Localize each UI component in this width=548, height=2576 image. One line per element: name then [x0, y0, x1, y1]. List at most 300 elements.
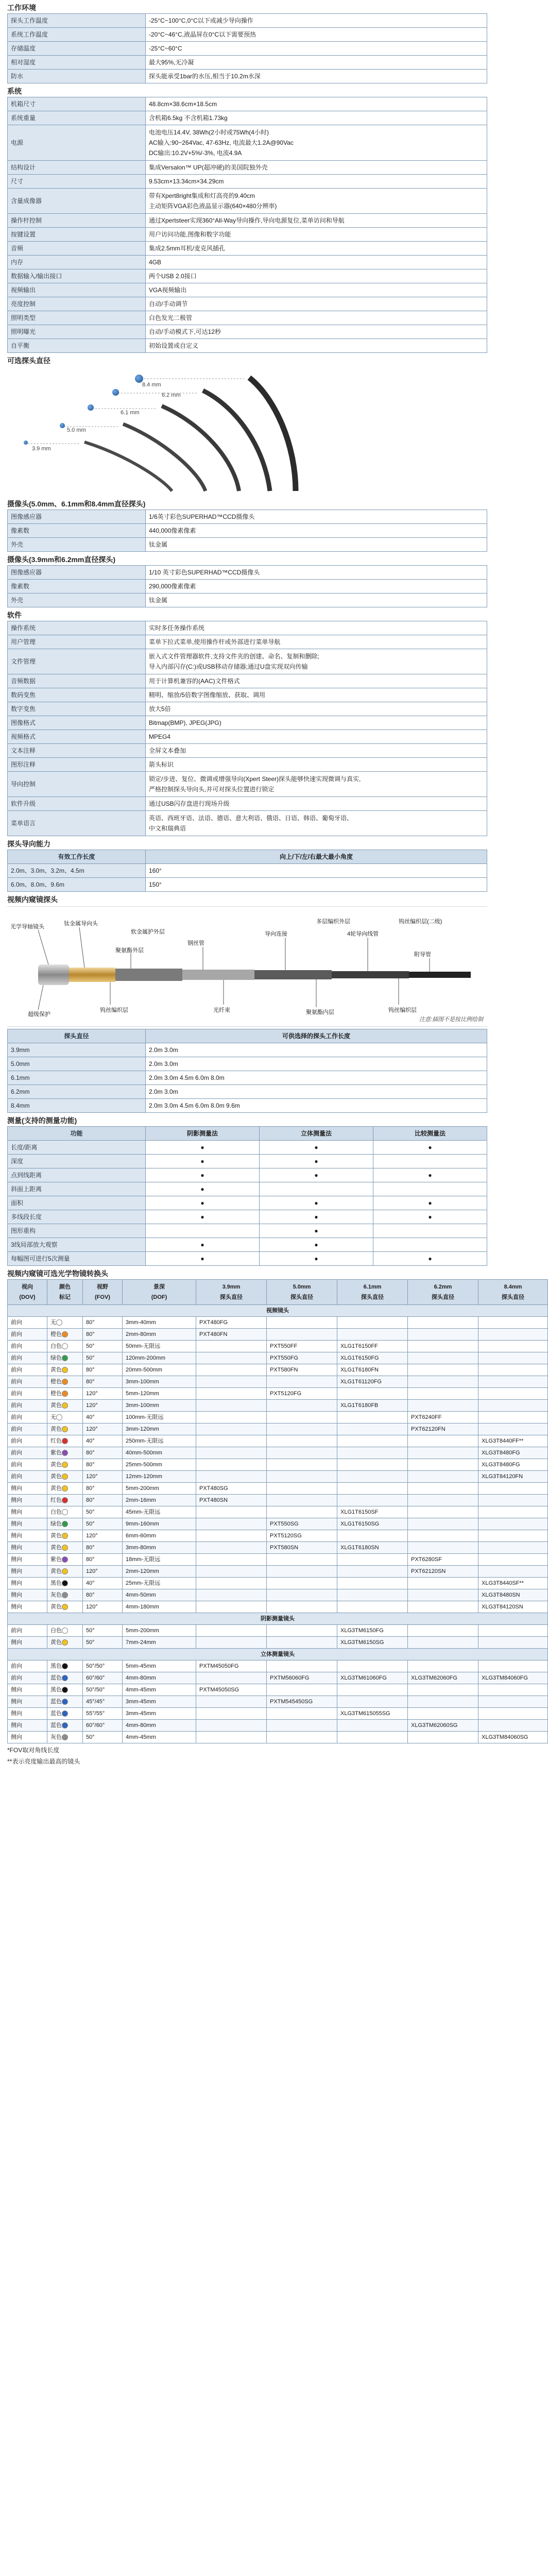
optics-cell: 3mm-40mm	[123, 1317, 196, 1329]
software-key: 图像格式	[8, 716, 146, 730]
optics-cell	[267, 1483, 337, 1495]
optics-cell: 2mm-16mm	[123, 1495, 196, 1506]
optics-cell: 7mm-24mm	[123, 1637, 196, 1649]
optics-cell: 50°	[83, 1637, 123, 1649]
optics-color-label: 灰色	[50, 1592, 62, 1598]
system-key: 照明类型	[8, 311, 146, 325]
optics-cell	[408, 1625, 478, 1637]
measure-header-cell: 功能	[8, 1127, 146, 1141]
measure-cell: 长度/距离	[8, 1141, 146, 1155]
optics-row	[8, 1412, 548, 1423]
optics-cell	[337, 1447, 408, 1459]
optics-cell: PXT480FG	[196, 1317, 267, 1329]
optics-cell: XLG3T8480FG	[478, 1447, 548, 1459]
measure-cell: ●	[373, 1141, 487, 1155]
measure-row	[8, 1238, 487, 1252]
optics-row	[8, 1720, 548, 1732]
optics-cell	[478, 1542, 548, 1554]
optics-row	[8, 1364, 548, 1376]
optics-cell: 侧向	[8, 1684, 47, 1696]
software-key: 音频数据	[8, 674, 146, 688]
system-key: 电源	[8, 125, 146, 161]
lengths-header-cell: 探头直径	[8, 1029, 146, 1043]
optics-row	[8, 1376, 548, 1388]
optics-row	[8, 1506, 548, 1518]
optics-row	[8, 1672, 548, 1684]
articulation-cell: 2.0m、3.0m、3.2m、4.5m	[8, 864, 146, 878]
lengths-cell: 2.0m 3.0m 4.5m 6.0m 8.0m	[146, 1071, 487, 1085]
optics-cell: 120mm-200mm	[123, 1352, 196, 1364]
optics-row	[8, 1708, 548, 1720]
optics-color-label: 灰色	[50, 1734, 62, 1740]
optics-color-cell	[47, 1376, 83, 1388]
software-key: 菜单语言	[8, 811, 146, 836]
optics-cell: 9mm-160mm	[123, 1518, 196, 1530]
software-title: 软件	[7, 611, 22, 619]
optics-cell	[337, 1495, 408, 1506]
software-value: 菜单下拉式菜单,使用操作杆或外部进行菜单导航	[146, 635, 487, 649]
optics-cell: XLG1T6150SG	[337, 1518, 408, 1530]
optics-cell: 60°/60°	[83, 1672, 123, 1684]
optics-cell	[408, 1696, 478, 1708]
optics-color-label: 黄色	[50, 1462, 62, 1468]
optics-row	[8, 1542, 548, 1554]
scope-fig-note: 注意:插图不是按比例绘制	[419, 1016, 483, 1023]
measure-cell: 深度	[8, 1155, 146, 1168]
measure-cell: ●	[260, 1155, 373, 1168]
system-row	[8, 297, 487, 311]
env-title: 工作环境	[7, 4, 36, 12]
system-value: 自动/手动调节	[146, 297, 487, 311]
optics-color-label: 橙色	[50, 1391, 62, 1397]
lengths-cell: 8.4mm	[8, 1099, 146, 1113]
env-row	[8, 70, 487, 83]
optics-cell	[267, 1506, 337, 1518]
optics-color-label: 黄色	[50, 1367, 62, 1373]
optics-cell	[408, 1388, 478, 1400]
optics-cell	[408, 1317, 478, 1329]
system-value: 通过Xpertsteer实现360°All-Way导向操作,导向电源复位,菜单访问和导航	[146, 214, 487, 228]
measure-cell: ●	[373, 1196, 487, 1210]
optics-cell	[408, 1660, 478, 1672]
system-row	[8, 161, 487, 175]
optics-color-label: 无	[50, 1319, 56, 1326]
scope-label-5: 钢丝管	[187, 940, 204, 946]
optics-cell	[337, 1578, 408, 1589]
optics-cell	[408, 1435, 478, 1447]
optics-cell: 120°	[83, 1566, 123, 1578]
measure-cell: 多线段长度	[8, 1210, 146, 1224]
articulation-cell: 160°	[146, 864, 487, 878]
optics-cell	[337, 1566, 408, 1578]
lengths-cell: 6.1mm	[8, 1071, 146, 1085]
tip-3-9	[24, 440, 28, 445]
software-row	[8, 758, 487, 772]
optics-cell: PXT550FF	[267, 1341, 337, 1352]
optics-color-label: 蓝色	[50, 1675, 62, 1681]
optics-section-row	[8, 1305, 548, 1317]
optics-color-label: 黄色	[50, 1545, 62, 1551]
system-row	[8, 325, 487, 339]
optics-color-cell	[47, 1566, 83, 1578]
optics-cell: 40°	[83, 1578, 123, 1589]
optics-row	[8, 1435, 548, 1447]
measure-cell: ●	[146, 1168, 260, 1182]
software-value: 箭头标识	[146, 758, 487, 772]
optics-cell: PXT480FN	[196, 1329, 267, 1341]
optics-cell	[267, 1400, 337, 1412]
software-value: 用于计算机兼容的(AAC)文件格式	[146, 674, 487, 688]
optics-cell: 侧向	[8, 1530, 47, 1542]
optics-row	[8, 1530, 548, 1542]
optics-cell: 5mm-200mm	[123, 1625, 196, 1637]
system-row	[8, 189, 487, 214]
probe-cable-4	[123, 424, 206, 491]
optics-cell	[337, 1589, 408, 1601]
measure-row	[8, 1196, 487, 1210]
optics-cell	[267, 1732, 337, 1743]
optics-color-label: 蓝色	[50, 1710, 62, 1717]
measure-row	[8, 1155, 487, 1168]
lengths-cell: 2.0m 3.0m	[146, 1085, 487, 1099]
optics-cell: 4mm-45mm	[123, 1684, 196, 1696]
optics-cell	[196, 1518, 267, 1530]
optics-cell: 80°	[83, 1317, 123, 1329]
optics-cell: 侧向	[8, 1732, 47, 1743]
color-marker-icon	[62, 1639, 68, 1646]
optics-cell	[267, 1684, 337, 1696]
software-row	[8, 702, 487, 716]
software-row	[8, 621, 487, 635]
optics-header-cell: 视野 (FOV)	[83, 1280, 123, 1305]
optics-color-label: 黄色	[50, 1473, 62, 1480]
measure-cell: ●	[373, 1168, 487, 1182]
optics-cell	[337, 1720, 408, 1732]
optics-header-cell: 5.0mm 探头直径	[267, 1280, 337, 1305]
optics-cell: PXT480SN	[196, 1495, 267, 1506]
optics-cell	[408, 1708, 478, 1720]
cam-a-key: 外壳	[8, 538, 146, 552]
lengths-cell: 2.0m 3.0m	[146, 1043, 487, 1057]
optics-row	[8, 1495, 548, 1506]
system-row	[8, 269, 487, 283]
scope-label-2: 超级保护	[28, 1011, 50, 1018]
lengths-cell: 2.0m 3.0m	[146, 1057, 487, 1071]
optics-cell: 4mm-50mm	[123, 1589, 196, 1601]
optics-cell: 前向	[8, 1423, 47, 1435]
system-key: 按键设置	[8, 228, 146, 242]
optics-cell	[408, 1400, 478, 1412]
optics-cell: 40°	[83, 1412, 123, 1423]
software-key: 软件升级	[8, 797, 146, 811]
optics-cell: 50°	[83, 1341, 123, 1352]
optics-color-cell	[47, 1506, 83, 1518]
optics-row	[8, 1352, 548, 1364]
optics-cell	[337, 1696, 408, 1708]
software-value: Bitmap(BMP), JPEG(JPG)	[146, 716, 487, 730]
optics-section-row	[8, 1649, 548, 1660]
optics-color-cell	[47, 1601, 83, 1613]
optics-cell: 前向	[8, 1625, 47, 1637]
optics-cell: 3mm-45mm	[123, 1696, 196, 1708]
optics-cell: 前向	[8, 1364, 47, 1376]
optics-cell	[196, 1708, 267, 1720]
optics-cell: XLG3T8440SF**	[478, 1578, 548, 1589]
optics-row	[8, 1601, 548, 1613]
optics-cell	[408, 1589, 478, 1601]
optics-cell: 4mm-80mm	[123, 1672, 196, 1684]
measure-cell	[373, 1155, 487, 1168]
optics-color-label: 蓝色	[50, 1699, 62, 1705]
label-6-2: 6.2 mm	[162, 392, 181, 398]
env-key: 探头工作温度	[8, 14, 146, 28]
optics-row	[8, 1400, 548, 1412]
optics-cell	[337, 1554, 408, 1566]
software-key: 文件管理	[8, 649, 146, 674]
optics-cell: 80°	[83, 1589, 123, 1601]
system-key: 内存	[8, 256, 146, 269]
optics-cell: 120°	[83, 1400, 123, 1412]
optics-cell	[196, 1459, 267, 1471]
optics-cell: PXT550SG	[267, 1518, 337, 1530]
measure-cell	[373, 1224, 487, 1238]
optics-row	[8, 1589, 548, 1601]
cam-a-value: 440,000像素像素	[146, 524, 487, 538]
optics-cell: PXTM45050SG	[196, 1684, 267, 1696]
optics-cell: 侧向	[8, 1720, 47, 1732]
software-value: 实时多任务操作系统	[146, 621, 487, 635]
env-key: 存储温度	[8, 42, 146, 56]
footnote-1: *FOV取对角线长度	[7, 1747, 60, 1754]
cam-b-row	[8, 594, 487, 607]
software-value: 锁定/步进、复位、微调或增强导向(Xpert Steer)探头能够快速实现微调与真实, 严格控制探头导向头,并可对探头位置进行锁定	[146, 772, 487, 797]
optics-color-label: 黄色	[50, 1639, 62, 1646]
scope-label-8: 导向连接	[265, 931, 287, 937]
software-row	[8, 649, 487, 674]
system-value: 两个USB 2.0接口	[146, 269, 487, 283]
scope-label-3: 聚氨酯外层	[115, 947, 144, 954]
system-value: 用户访问功能,图像和数字功能	[146, 228, 487, 242]
system-row	[8, 339, 487, 353]
optics-cell: 40mm-500mm	[123, 1447, 196, 1459]
optics-color-cell	[47, 1672, 83, 1684]
optics-cell	[267, 1423, 337, 1435]
optics-cell	[267, 1637, 337, 1649]
env-key: 防水	[8, 70, 146, 83]
software-row	[8, 797, 487, 811]
optics-cell: 前向	[8, 1400, 47, 1412]
optics-row	[8, 1483, 548, 1495]
system-key: 系统重量	[8, 111, 146, 125]
optics-cell: 50mm-无限远	[123, 1341, 196, 1352]
tip-6-1	[88, 404, 94, 411]
scope-label-13: 钨丝编织层(二级)	[399, 919, 442, 925]
optics-cell: 120°	[83, 1471, 123, 1483]
measure-row	[8, 1252, 487, 1266]
system-key: 亮度控制	[8, 297, 146, 311]
optics-cell	[478, 1412, 548, 1423]
cam-b-row	[8, 566, 487, 580]
scope-label-7: 软金属护外层	[131, 929, 165, 935]
optics-color-label: 蓝色	[50, 1722, 62, 1728]
optics-row	[8, 1471, 548, 1483]
lengths-header-row	[8, 1029, 487, 1043]
cam-b-value: 290,000像素像素	[146, 580, 487, 594]
optics-cell	[196, 1601, 267, 1613]
optics-color-cell	[47, 1341, 83, 1352]
optics-cell: PXT550FG	[267, 1352, 337, 1364]
optics-cell: 120°	[83, 1530, 123, 1542]
scope-label-0: 光学导轴镜头	[10, 924, 44, 930]
optics-cell: 45°/45°	[83, 1696, 123, 1708]
optics-color-cell	[47, 1542, 83, 1554]
optics-cell	[478, 1696, 548, 1708]
optics-header-cell: 6.1mm 探头直径	[337, 1280, 408, 1305]
optics-cell	[478, 1637, 548, 1649]
optics-cell: 120°	[83, 1423, 123, 1435]
optics-cell	[408, 1578, 478, 1589]
optics-cell	[267, 1412, 337, 1423]
optics-cell: 3mm-45mm	[123, 1708, 196, 1720]
scope-probe-figure	[7, 906, 487, 1027]
env-row	[8, 56, 487, 70]
optics-color-cell	[47, 1660, 83, 1672]
optics-cell: PXT5120FG	[267, 1388, 337, 1400]
system-row	[8, 242, 487, 256]
optics-cell	[337, 1530, 408, 1542]
optics-cell: 80°	[83, 1542, 123, 1554]
optics-cell	[408, 1495, 478, 1506]
color-marker-icon	[56, 1319, 62, 1326]
optics-row	[8, 1329, 548, 1341]
scope-label-11: 钨丝编织层	[388, 1007, 417, 1013]
optics-cell: 40°	[83, 1435, 123, 1447]
color-marker-icon	[62, 1379, 68, 1385]
lengths-row	[8, 1085, 487, 1099]
optics-header-cell: 视向 (DOV)	[8, 1280, 47, 1305]
optics-cell: 前向	[8, 1388, 47, 1400]
optics-cell: 侧向	[8, 1696, 47, 1708]
optics-cell	[196, 1720, 267, 1732]
optics-color-cell	[47, 1625, 83, 1637]
optics-cell: 前向	[8, 1376, 47, 1388]
optics-color-label: 白色	[50, 1628, 62, 1634]
cam-b-title: 摄像头(3.9mm和6.2mm直径探头)	[7, 555, 116, 564]
probe-cable-1	[249, 378, 296, 491]
optics-row	[8, 1423, 548, 1435]
lengths-row	[8, 1043, 487, 1057]
scope-label-1: 钛金属导向头	[64, 921, 98, 927]
optics-cell	[196, 1423, 267, 1435]
optics-cell: XLG1T6180SN	[337, 1542, 408, 1554]
optics-cell: 80°	[83, 1459, 123, 1471]
lengths-cell: 3.9mm	[8, 1043, 146, 1057]
optics-cell	[408, 1329, 478, 1341]
optics-cell: 80°	[83, 1495, 123, 1506]
optics-color-label: 绿色	[50, 1355, 62, 1361]
optics-cell	[408, 1447, 478, 1459]
measure-cell: ●	[260, 1210, 373, 1224]
system-row	[8, 97, 487, 111]
optics-color-label: 黄色	[50, 1533, 62, 1539]
measure-cell: ●	[146, 1155, 260, 1168]
measure-table	[7, 1126, 487, 1266]
color-marker-icon	[62, 1580, 68, 1586]
software-value: 嵌入式文件管理器软件,支持文件夹的创建、命名、复制和删除; 导入内部闪存(C:)或USB移动存储器;通过U盘实现双向传输	[146, 649, 487, 674]
scope-label-4: 钨丝编织层	[100, 1007, 128, 1013]
optics-cell	[196, 1578, 267, 1589]
optics-cell: 2mm-80mm	[123, 1329, 196, 1341]
system-key: 视频输出	[8, 283, 146, 297]
optics-cell: 50°/50°	[83, 1684, 123, 1696]
optics-color-label: 橙色	[50, 1379, 62, 1385]
optics-cell	[408, 1637, 478, 1649]
optics-cell	[478, 1566, 548, 1578]
env-key: 相对湿度	[8, 56, 146, 70]
software-row	[8, 744, 487, 758]
optics-cell	[478, 1720, 548, 1732]
measure-header-cell: 立体测量法	[260, 1127, 373, 1141]
system-value: 带有Xpert8right集成和灯高亮的9.40cm 主动矩阵VGA彩色液晶显示器(640×480分辨率)	[146, 189, 487, 214]
optics-cell	[478, 1660, 548, 1672]
optics-row	[8, 1554, 548, 1566]
optics-cell: XLG3TM84060FG	[478, 1672, 548, 1684]
optics-cell: 侧向	[8, 1578, 47, 1589]
optics-header-cell: 8.4mm 探头直径	[478, 1280, 548, 1305]
optics-row	[8, 1578, 548, 1589]
optics-cell	[408, 1459, 478, 1471]
software-key: 操作系统	[8, 621, 146, 635]
optics-cell	[478, 1376, 548, 1388]
optics-cell	[408, 1506, 478, 1518]
optics-cell: 25mm-500mm	[123, 1459, 196, 1471]
env-row	[8, 28, 487, 42]
optics-row	[8, 1341, 548, 1352]
optics-table	[7, 1279, 548, 1743]
measure-cell: ●	[260, 1224, 373, 1238]
optics-cell	[267, 1720, 337, 1732]
software-row	[8, 730, 487, 744]
tip-5-0	[60, 423, 65, 428]
cam-b-key: 像素数	[8, 580, 146, 594]
system-row	[8, 125, 487, 161]
optics-cell: 50°	[83, 1625, 123, 1637]
optics-cell	[408, 1601, 478, 1613]
optics-cell	[267, 1471, 337, 1483]
optics-cell	[478, 1684, 548, 1696]
color-marker-icon	[62, 1604, 68, 1610]
system-key: 操作杆控制	[8, 214, 146, 228]
software-value: 精明、缩放/5倍数字图像缩放、获取、调用	[146, 688, 487, 702]
optics-cell	[196, 1530, 267, 1542]
optics-header-row	[8, 1280, 548, 1305]
optics-cell: 侧向	[8, 1483, 47, 1495]
optics-cell: 侧向	[8, 1601, 47, 1613]
optics-cell: 80°	[83, 1364, 123, 1376]
optics-cell: 前向	[8, 1459, 47, 1471]
software-value: 全屏文本叠加	[146, 744, 487, 758]
optics-cell: 18mm-无限远	[123, 1554, 196, 1566]
optics-cell	[337, 1471, 408, 1483]
optics-cell	[478, 1554, 548, 1566]
optics-cell: PXT62120FN	[408, 1423, 478, 1435]
optics-cell: 5mm-120mm	[123, 1388, 196, 1400]
optics-cell: 前向	[8, 1341, 47, 1352]
optics-cell	[478, 1530, 548, 1542]
optics-cell: 120°	[83, 1601, 123, 1613]
measure-cell	[260, 1182, 373, 1196]
lengths-header-cell: 可供选择的探头工作长度	[146, 1029, 487, 1043]
